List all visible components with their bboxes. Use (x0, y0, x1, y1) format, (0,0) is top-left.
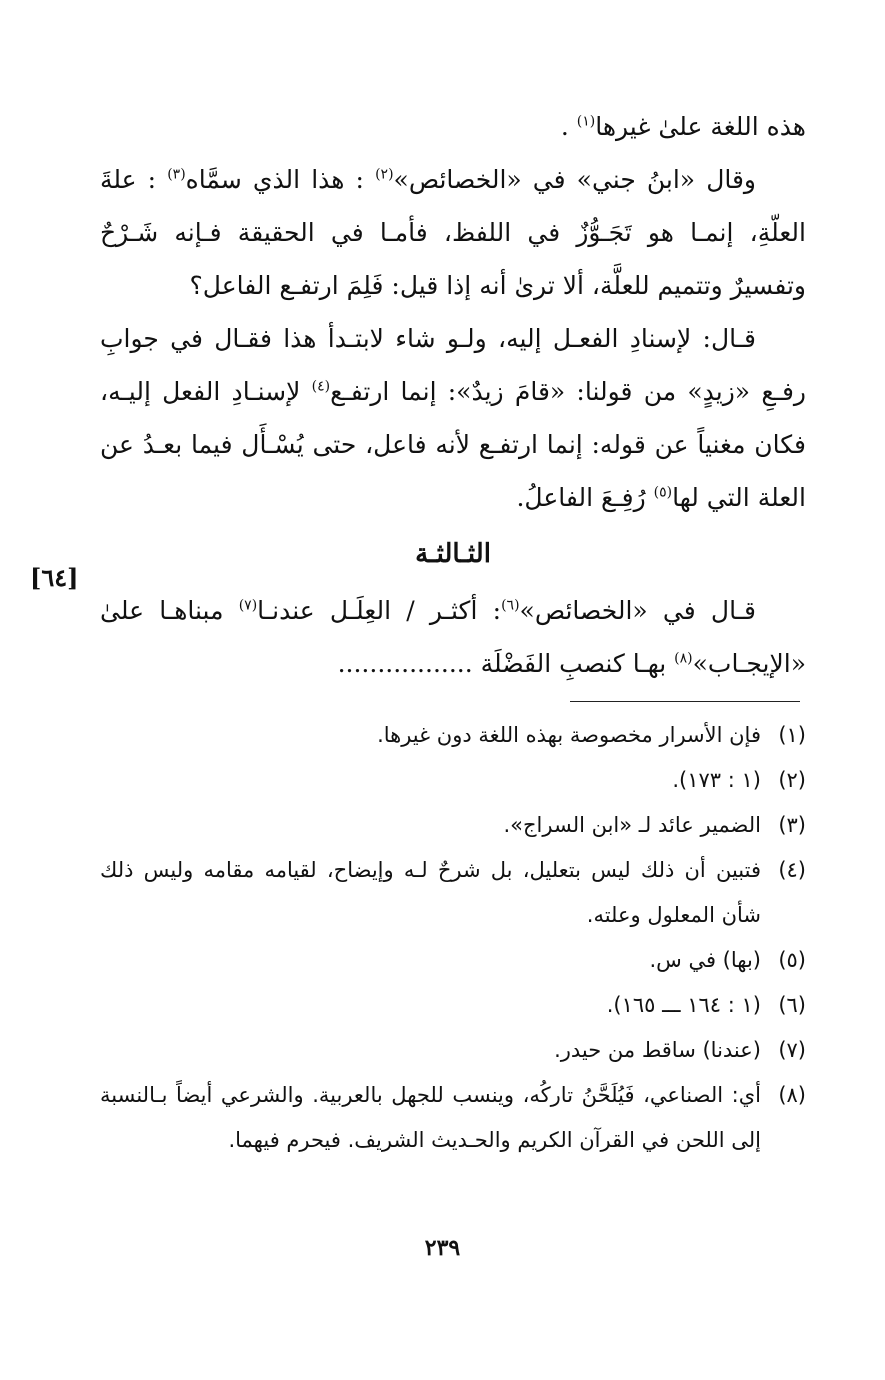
footnote-5 (100, 938, 806, 983)
footnote-text: (عندنا) ساقط من حيدر. (554, 1038, 761, 1062)
footnote-text: (١ : ١٦٤ ـــ ١٦٥). (606, 993, 761, 1017)
leader-dots: ................. (337, 649, 481, 678)
paragraph-2: وقال «ابنُ جني» في «الخصائص»$^{(٢)}$ : هذا الذي سمَّاه$^{(٣)}$ : علةَ العلّةِ، إنمـا هو تَجَـوُّزٌ في اللفظ، فأمـا في الحقيقة فـإنه شَـرْحٌ وتفسيرٌ وتتميم للعلَّة، ألا ترىٰ أنه إذا قيل: فَلِمَ ارتفـع الفاعل؟ (100, 165, 806, 300)
footnote-text: الضمير عائد لـ «ابن السراج». (503, 813, 761, 837)
footnotes (100, 713, 806, 1163)
section-heading: الثـالثـة (415, 539, 491, 569)
main-text (100, 100, 806, 690)
page-number: ٢٣٩ (424, 1235, 461, 1261)
footnote-ref-1: (١) (576, 113, 596, 130)
footnote-number: (١) (778, 723, 806, 747)
footnote-ref-7: (٧) (238, 597, 258, 614)
footnote-number: (٦) (778, 993, 806, 1017)
footnote-number: (٣) (778, 813, 806, 837)
footnote-ref-6: (٦) (501, 597, 520, 614)
footnote-text: فإن الأسرار مخصوصة بهذه اللغة دون غيرها. (377, 723, 761, 747)
footnote-8 (100, 1073, 806, 1163)
footnote-text: (بها) في س. (649, 948, 761, 972)
footnote-number: (٥) (778, 948, 806, 972)
footnote-number: (٢) (778, 768, 806, 792)
footnote-text: أي: الصناعي، فَيُلَحَّنُ تاركُه، وينسب للجهل بالعربية. والشرعي أيضاً بـالنسبة إلى اللحن في القرآن الكريم والحـديث الشريف. فيحرم فيهما. (100, 1083, 761, 1152)
paragraph-3: قـال: لإسنادِ الفعـل إليه، ولـو شاء لابتـدأ هذا فقـال في جوابِ رفـعِ «زيدٍ» من قولنا: «قامَ زيدٌ»: إنما ارتفـع$^{(٤)}$ لإسنـادِ الفعل إليـه، فكان مغنياً عن قوله: إنما ارتفـع لأنه فاعل، حتى يُسْـأَل فيما بعـدُ عن العلة التي لها$^{(٥)}$ رُفِـعَ الفاعلُ. (100, 324, 806, 512)
footnote-text: (١ : ١٧٣). (672, 768, 761, 792)
footnote-ref-5: (٥) (653, 484, 673, 501)
footnote-4 (100, 848, 806, 938)
footnote-3 (100, 803, 806, 848)
footnote-number: (٧) (778, 1038, 806, 1062)
footnote-7 (100, 1028, 806, 1073)
footnote-ref-4: (٤) (311, 378, 331, 395)
footnote-number: (٨) (778, 1083, 806, 1107)
paragraph-4: قـال في «الخصائص»$^{(٦)}$: أكثـر / العِلَـل عندنـا$^{(٧)}$ مبناهـا علىٰ «الإيجـاب»$^{(٨)}$ بهـا كنصبِ الفَضْلَة ................. (100, 596, 806, 678)
footnote-ref-8: (٨) (674, 650, 693, 667)
footnote-6 (100, 983, 806, 1028)
footnote-2 (100, 758, 806, 803)
footnote-number: (٤) (778, 858, 806, 882)
footnote-separator (570, 701, 800, 702)
footnote-ref-3: (٣) (167, 166, 186, 183)
footnote-text: فتبين أن ذلك ليس بتعليل، بل شرحٌ لـه وإيضاح، لقيامه مقامه وليس ذلك شأن المعلول وعلته. (100, 858, 761, 927)
footnote-1 (100, 713, 806, 758)
manuscript-folio-marker: [٦٤] (30, 563, 79, 592)
footnote-ref-2: (٢) (375, 166, 394, 183)
paragraph-1: هذه اللغة علىٰ غيرها$^{(١)}$ . (560, 112, 806, 141)
